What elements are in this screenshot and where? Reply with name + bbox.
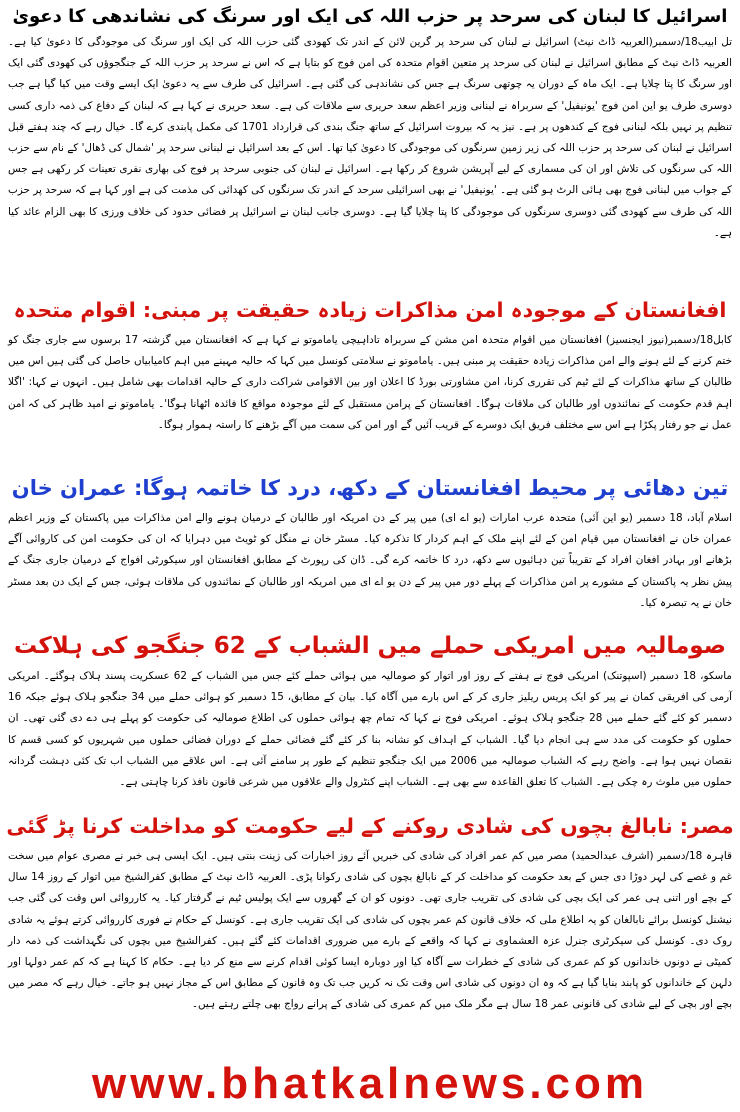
article-somalia-strike xyxy=(6,626,734,804)
headline: افغانستان کے موجودہ امن مذاکرات زیادہ حقیقت پر مبنی: اقوام متحدہ xyxy=(13,298,727,322)
article-body: اسلام آباد، 18 دسمبر (یو این آئی) متحدہ عرب امارات (یو اے ای) میں پیر کے دن امریکہ اور طالبان کے درمیان ہونے والے امن مذاکرات میں پاکستان کے وزیر اعظم عمران خان نے افغانستان میں قیام امن کے لئے اپنے ملک کے اہم کردار کا تذکرہ کیا۔ مسٹر خان نے منگل کو ٹویٹ میں دہرایا کہ ان کی حکومت امن کی کاروائی آگے بڑھانے اور بہادر افغان افراد کے تقریباً تین دہائیوں سے دکھ، درد کا خاتمہ کرے گی۔ ڈان کی رپورٹ کے مطابق افغانستان اور سیکورٹی افواج کے درمیان جاری جنگ کے پیش نظر یہ پاکستان کے مشورے پر امن مذاکرات کے پہلے دور میں پیر کے دن یو اے ای میں امریکہ اور طالبان کے نمائندوں کی ملاقات ہوئی، جس کے ایک دن بعد مسٹر خان نے یہ تبصرہ کیا۔ xyxy=(8,512,733,609)
headline: تین دھائی پر محیط افغانستان کے دکھ، درد کا خاتمہ ہوگا: عمران خان xyxy=(11,476,729,500)
site-footer-url[interactable]: www.bhatkalnews.com xyxy=(91,1059,649,1108)
article-egypt-child-marriage xyxy=(6,806,734,1034)
headline: صومالیہ میں امریکی حملے میں الشباب کے 62 جنگجو کی ہلاکت xyxy=(14,633,726,659)
article-body: تل ابیب18/دسمبر(العربیہ ڈاٹ نیٹ) اسرائیل نے لبنان کی سرحد پر گرین لائن کے اندر تک کھودی گئی حزب اللہ کی ایک اور سرنگ کی موجودگی کا دعویٰ کیا ہے۔ العربیہ ڈاٹ نیٹ کے مطابق اسرائیل نے لبنان کی سرحد پر متعین اقوام متحدہ کی امن فوج کو بتایا ہے کہ اس نے سرحد پر حزب اللہ کے جنگجوؤں کی کھودی گئی ایک اور سرنگ کا پتا چلایا ہے۔ ایک ماہ کے دوران یہ چوتھی سرنگ ہے جس کی نشاندہی کی گئی ہے۔ اسرائیل کی طرف سے یہ دعویٰ ایک ایسے وقت میں کیا گیا ہے جب دوسری طرف یو این امن فوج 'یونیفیل' کے سربراہ نے لبنانی وزیر اعظم سعد حریری سے ملاقات کی ہے۔ سعد حریری نے کہا ہے کہ لبنان کے دفاع کی ذمہ داری کسی تنظیم پر نہیں بلکہ لبنانی فوج کے کندھوں پر ہے۔ نیز یہ کہ بیروت اسرائیل کے ساتھ جنگ بندی کی قرارداد 1701 کی مکمل پابندی کرے گا۔ خیال رہے کہ چند ہفتے قبل اسرائیل نے لبنان کی سرحد پر حزب اللہ کی زیر زمین سرنگوں کی موجودگی کا دعویٰ کیا تھا۔ اس کے بعد اسرائیل نے لبنانی سرحد پر 'شمال کی ڈھال' کے نام سے حزب اللہ کی سرنگوں کی تلاش اور ان کی مسماری کے لیے آپریشن شروع کر رکھا ہے۔ اسرائیل نے لبنان کی جنوبی سرحد پر فوج کی بھاری نفری تعینات کر رکھی ہے جس کے جواب میں لبنانی فوج بھی ہائی الرٹ ہو گئی ہے۔ 'یونیفیل' نے بھی اسرائیلی سرحد کے اندر تک سرنگوں کی کھدائی کی مذمت کی ہے اور کہا ہے کہ سرحد پر حزب اللہ کی طرف سے کھودی گئی دوسری سرنگوں کی موجودگی کا پتا چلایا گیا ہے۔ دوسری جانب لبنان نے اسرائیل پر فضائی حدود کی خلاف ورزی کا بھی الزام عائد کیا ہے۔ xyxy=(8,36,732,239)
article-israel-lebanon-tunnel xyxy=(6,0,734,286)
article-body: کابل18/دسمبر(نیوز ایجنسیز) افغانستان میں اقوام متحدہ امن مشن کے سربراہ تاداہیچی یاماموتو نے کہا ہے کہ افغانستان میں گزشتہ 17 برسوں سے جاری جنگ کو ختم کرنے کے لئے ہونے والے امن مذاکرات زیادہ حقیقت پر مبنی ہیں۔ یاماموتو نے سلامتی کونسل میں کہا کہ حالیہ مہینے میں اہم کامیابیاں حاصل کی گئی ہیں اس میں طالبان کے ساتھ مذاکرات کے لئے ٹیم کی تقرری کرنا، امن مشاورتی بورڈ کا اعلان اور بین الاقوامی شراکت داری کے حالیہ اقدامات بھی شامل ہیں۔ انہوں نے کہا: 'اگلا اہم قدم حکومت کے نمائندوں اور طالبان کی ملاقات ہوگا۔ افغانستان کے پرامن مستقبل کے لئے موجودہ مواقع کا فائدہ اٹھانا ہوگا'۔ یاماموتو نے امید ظاہر کی کہ امن عمل نے جو رفتار پکڑا ہے اس سے مختلف فریق ایک دوسرے کے قریب آئیں گے اور امن کی سمت میں آگے بڑھنے کا راستہ ہموار ہوگا۔ xyxy=(8,334,732,431)
article-afghan-peace-un xyxy=(6,290,734,464)
headline: مصر: نابالغ بچوں کی شادی روکنے کے لیے حکومت کو مداخلت کرنا پڑ گئی xyxy=(6,814,734,838)
article-body: ماسکو، 18 دسمبر (اسپوتنک) امریکی فوج نے ہفتے کے روز اور اتوار کو صومالیہ میں ہوائی حملے کئے جس میں الشباب کے 62 عسکریت پسند ہلاک ہوگئے۔ امریکی آرمی کی افریقی کمان نے پیر کو ایک پریس ریلیز جاری کر کے اس بارے میں آگاہ کیا۔ بیان کے مطابق، 15 دسمبر کو ہوائی حملے میں 34 جنگجو ہلاک ہوئے جبکہ 16 دسمبر کو کئے گئے حملے میں 28 جنگجو ہلاک ہوئے۔ امریکی فوج نے کہا کہ تمام چھ ہوائی حملوں کی اطلاع صومالیہ کی حکومت کو پہلے ہی دے دی گئی تھی۔ ان حملوں کو حکومت کی مدد سے ہی انجام دیا گیا۔ الشباب کے اہداف کو نشانہ بنا کر کئے گئے فضائی حملے کے دوران فضائی حملوں میں شہریوں کو کسی قسم کا نقصان نہیں ہوا ہے۔ واضح رہے کہ الشباب صومالیہ میں 2006 میں ایک جنگجو تنظیم کے طور پر سامنے آئی ہے۔ اس علاقے میں الشباب اب تک کئی دہشت گردانہ حملوں میں ملوث رہ چکی ہے۔ الشباب کا تعلق القاعدہ سے بھی ہے۔ الشباب اپنے کنٹرول والے علاقوں میں شرعی قانون نافذ کرنا چاہتی ہے۔ xyxy=(8,670,733,789)
article-body: قاہرہ 18/دسمبر (اشرف عبدالحمید) مصر میں کم عمر افراد کی شادی کی خبریں آئے روز اخبارات کی زینت بنتی ہیں۔ ایک ایسی ہی خبر نے مصری عوام میں سخت غم و غصے کی لہر دوڑا دی جس کے بعد حکومت کو مداخلت کر کے نابالغ بچوں کی شادی رکوانا پڑی۔ العربیہ ڈاٹ نیٹ کے مطابق کفرالشیخ میں اتوار کے روز 14 سال کے بچے اور اتنی ہی عمر کی ایک بچی کی شادی کی تقریب جاری تھی۔ دونوں کو ان کے گھروں سے ایک پولیس ٹیم نے گرفتار کیا۔ یہ کارروائی اس وقت کی گئی جب نیشنل کونسل برائے نابالغان کو یہ اطلاع ملی کہ خلاف قانون کم عمر بچوں کی شادی کی ایک تقریب جاری ہے۔ کونسل کے حکام نے فوری کارروائی کرتے ہوئے یہ شادی روک دی۔ کونسل کی سیکرٹری جنرل عزہ العشماوی نے کہا کہ واقعے کے بارے میں ضروری اقدامات کئے گئے ہیں۔ کفرالشیخ میں بچوں کی نگہداشت کی ذمہ دار کمیٹی نے دونوں خاندانوں کو کم عمری کی شادی کے خطرات سے آگاہ کیا اور دوبارہ ایسا کوئی اقدام کرنے سے منع کر دیا ہے۔ حکام کا کہنا ہے کہ کم عمر دولہا اور دلہن کے خاندانوں کو پابند بنایا گیا ہے کہ وہ ان دونوں کی شادی اس وقت تک نہ کریں جب تک وہ قانون کے مطابق اس کے مجاز نہیں ہو جاتے۔ خیال رہے کہ مصر میں بچے اور بچی کے لیے شادی کی قانونی عمر 18 سال ہے مگر ملک میں کم عمری کی شادی کے پرانے رواج بھی چلتے رہتے ہیں۔ xyxy=(8,850,732,1011)
article-imran-khan-afghanistan xyxy=(6,468,734,622)
headline: اسرائیل کا لبنان کی سرحد پر حزب اللہ کی ایک اور سرنگ کی نشاندھی کا دعویٰ xyxy=(12,6,728,27)
